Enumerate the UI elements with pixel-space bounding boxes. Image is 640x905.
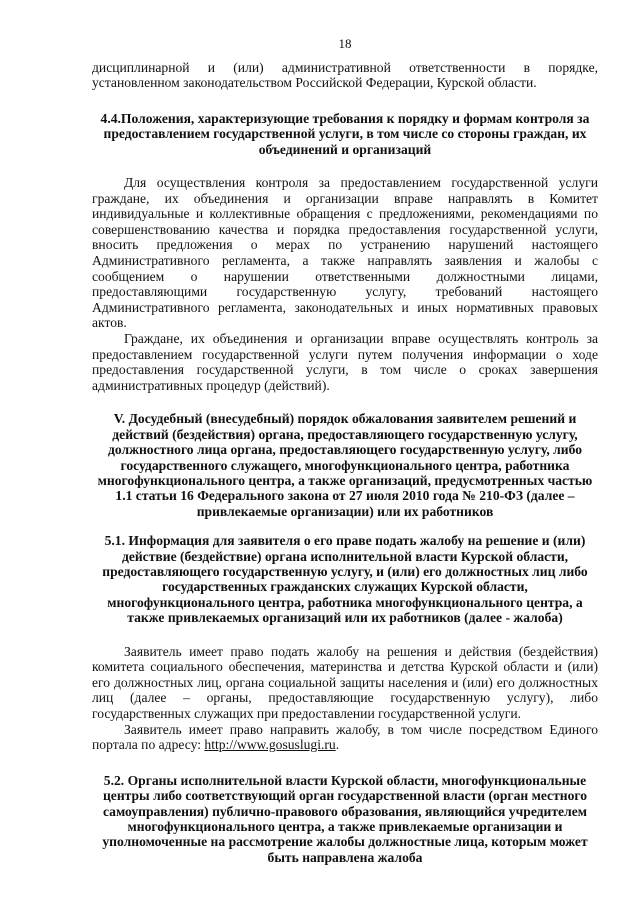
paragraph-text: Заявитель имеет право направить жалобу, в том числе посредством Единого портала по адресу: <box>92 721 598 753</box>
section-v-heading: V. Досудебный (внесудебный) порядок обжалования заявителем решений и действий (бездействия) органа, предоставляющего государственную услугу, должностного лица органа, предоставляющего государственную услугу, либо государственного служащего, многофункционального центра, работника многофункционального центра, а также организаций, предусмотренных частью 1.1 статьи 16 Федерального закона от 27 июля 2010 года № 210-ФЗ (далее – привлекаемые организации) или их работников <box>97 411 593 519</box>
section-5-2-heading: 5.2. Органы исполнительной власти Курской области, многофункциональные центры либо соответствующий орган государственной власти (орган местного самоуправления) публично-правового образования, являющийся учредителем многофункционального центра, а также привлекаемые организации и уполномоченные на рассмотрение жалобы должностные лица, которым может быть направлена жалоба <box>102 772 588 865</box>
section-5-1-paragraph-2 <box>92 722 598 753</box>
intro-paragraph: дисциплинарной и (или) административной ответственности в порядке, установленном законодательством Российской Федерации, Курской области. <box>92 59 598 91</box>
section-4-4-paragraph-2: Граждане, их объединения и организации вправе осуществлять контроль за предоставлением государственной услуги путем получения информации о ходе предоставления государственной услуги, в том числе о сроках завершения административных процедур (действий). <box>92 330 598 393</box>
section-5-1-heading: 5.1. Информация для заявителя о его праве подать жалобу на решение и (или) действие (бездействие) органа исполнительной власти Курской области, предоставляющего государственную услугу, и (или) его должностных лиц либо государственных гражданских служащих Курской области, многофункционального центра, работника многофункционального центра, а также привлекаемых организаций или их работников (далее - жалоба) <box>102 533 588 626</box>
paragraph-end: . <box>335 737 340 753</box>
section-5-1-paragraph-1: Заявитель имеет право подать жалобу на решения и действия (бездействия) комитета социального обеспечения, материнства и детства Курской области и (или) его должностных лиц, органа социальной защиты населения и (или) его должностных лиц (далее – органы, предоставляющие государственную услугу), либо государственных служащих при предоставлении государственной услуги. <box>92 643 598 721</box>
page-number: 18 <box>338 36 352 51</box>
section-4-4-heading: 4.4.Положения, характеризующие требования к порядку и формам контроля за предоставлением государственной услуги, в том числе со стороны граждан, их объединений и организаций <box>100 110 590 157</box>
section-4-4-paragraph-1: Для осуществления контроля за предоставлением государственной услуги граждане, их объединения и организации вправе направлять в Комитет индивидуальные и коллективные обращения с предложениями, рекомендациями по совершенствованию качества и порядка предоставления государственной услуги, вносить предложения о мерах по устранению нарушений настоящего Административного регламента, а также направлять заявления и жалобы с сообщением о нарушении ответственными должностными лицами, предоставляющими государственную услугу, требований настоящего Административного регламента, законодательных и иных нормативных правовых актов. <box>92 175 598 331</box>
gosuslugi-link[interactable]: http://www.gosuslugi.ru <box>204 737 336 753</box>
